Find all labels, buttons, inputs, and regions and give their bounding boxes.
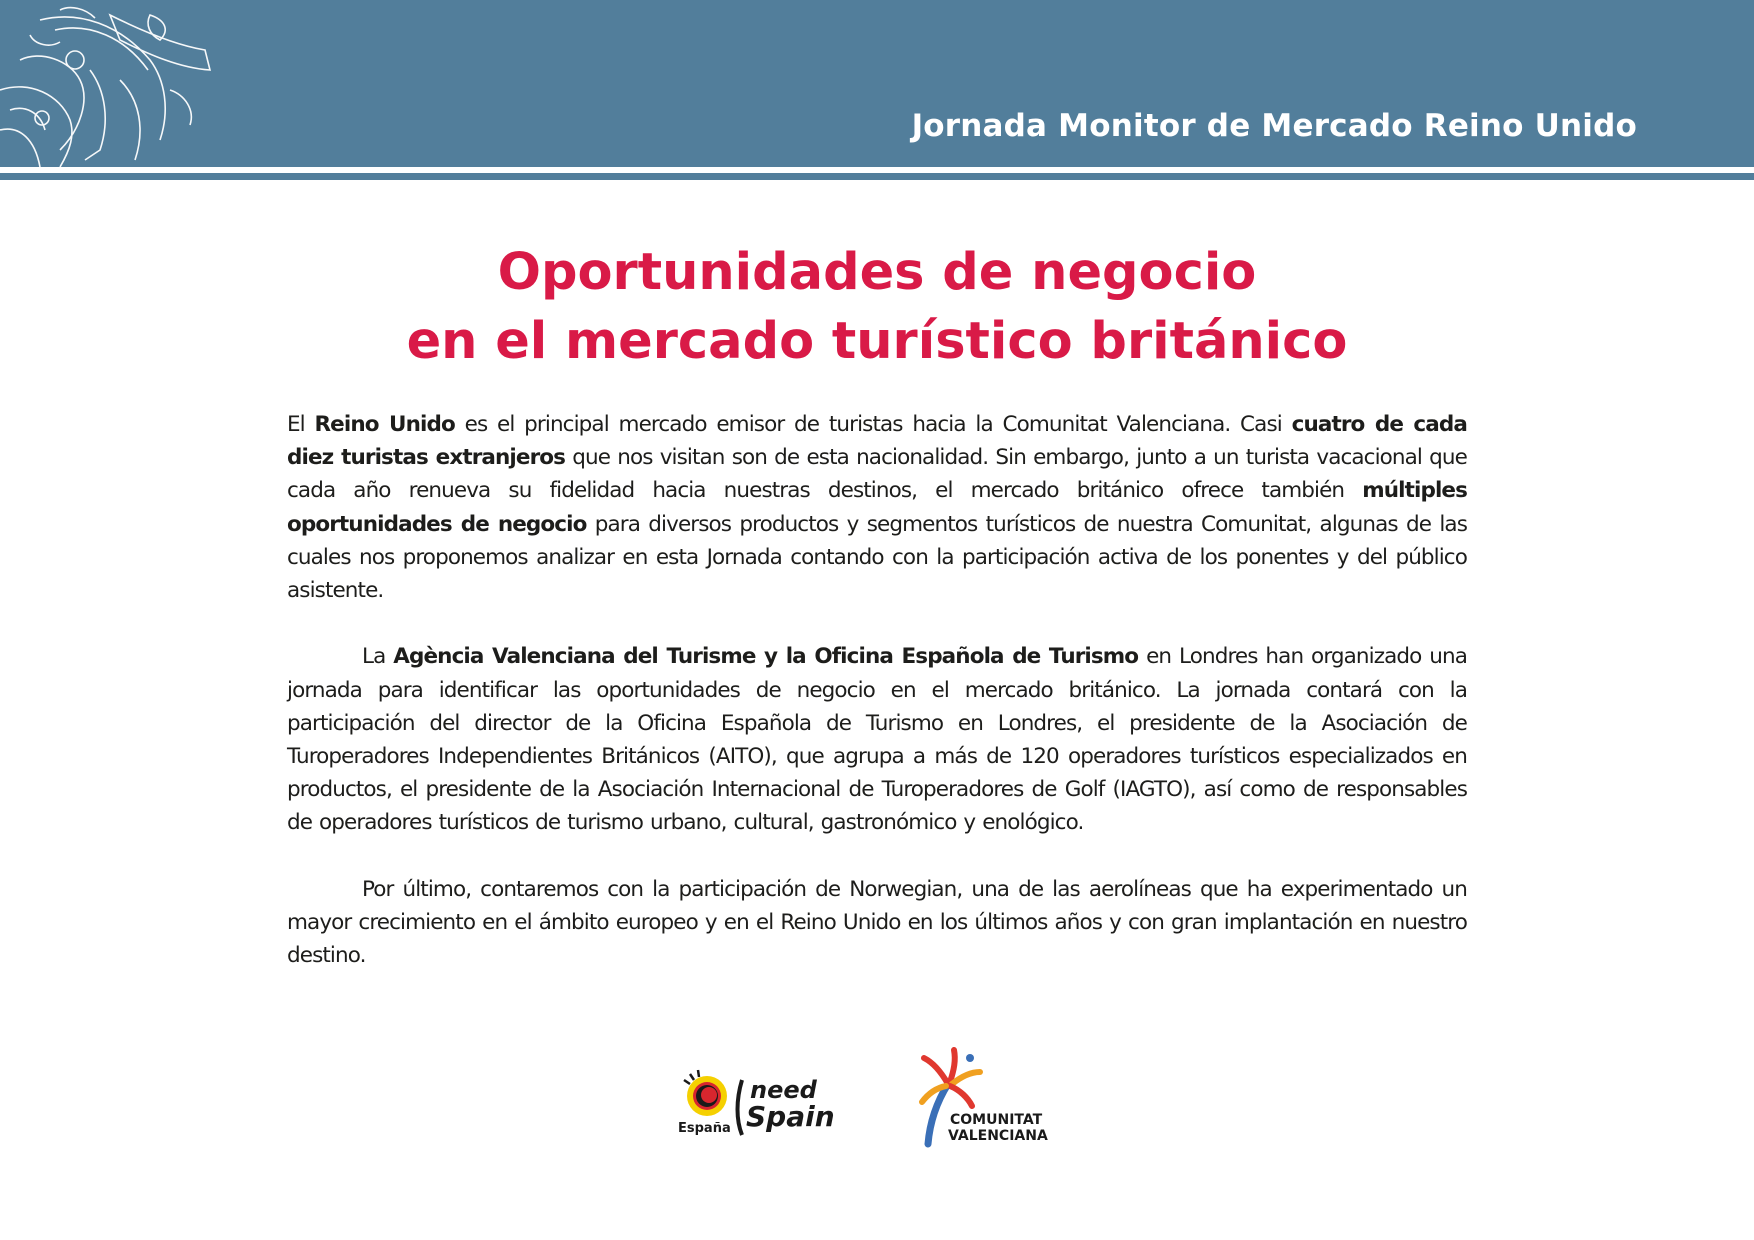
paragraph-2-bold: Agència Valenciana del Turisme y la Oficina Española de Turismo	[393, 644, 1139, 670]
paragraph-1-bold: cuatro de cada diez turistas extranjeros	[287, 412, 1467, 471]
paragraph-1-bold: Reino Unido	[314, 412, 455, 437]
page-title	[0, 238, 1754, 376]
spain-slogan-line2: Spain	[746, 1100, 835, 1133]
header-title: Jornada Monitor de Mercado Reino Unido	[911, 108, 1637, 144]
paragraph-3-text: Por último, contaremos con la participación de Norwegian, una de las aerolíneas que ha experimentado un mayor crecimiento en el ámbito europeo y en el Reino Unido en los últimos años y con gran implantación en nuestro destino.	[287, 876, 1467, 969]
cv-line2: VALENCIANA	[948, 1128, 1048, 1144]
body-text	[287, 408, 1467, 1006]
paragraph-3	[287, 873, 1467, 973]
page-title-line2: en el mercado turístico británico	[406, 312, 1348, 371]
spain-sun-icon	[684, 1070, 727, 1116]
comunitat-valenciana-logo	[922, 1050, 1048, 1144]
header-underline	[0, 173, 1754, 180]
paragraph-2	[287, 640, 1467, 839]
paragraph-1-bold: múltiples oportunidades de negocio	[287, 478, 1467, 537]
sponsor-logos	[670, 1040, 1070, 1150]
header-banner	[0, 0, 1754, 167]
spain-tourism-logo	[678, 1070, 835, 1136]
page-title-line1: Oportunidades de negocio	[497, 243, 1257, 302]
paragraph-1	[287, 408, 1467, 607]
paragraph-2-text: La	[362, 644, 394, 670]
paragraph-1-text: es el principal mercado emisor de turistas hacia la Comunitat Valenciana. Casi	[454, 412, 1292, 437]
decorative-ornament-icon	[0, 0, 220, 167]
cv-line1: COMUNITAT	[950, 1112, 1043, 1128]
paragraph-1-text: que nos visitan son de esta nacionalidad. Sin embargo, junto a un turista vacacional que cada año renueva su fidelidad hacia nuestras destinos, el mercado británico ofrece también	[287, 445, 1467, 504]
spain-wordmark: España	[678, 1121, 731, 1136]
paragraph-2-text: en Londres han organizado una jornada para identificar las oportunidades de negocio en el mercado británico. La jornada contará con la participación del director de la Oficina Española de Turismo en Londres, el presidente de la Asociación de Turoperadores Independientes Británicos (AITO), que agrupa a más de 120 operadores turísticos especializados en productos, el presidente de la Asociación Internacional de Turoperadores de Golf (IAGTO), así como de responsables de operadores turísticos de turismo urbano, cultural, gastronómico y enológico.	[287, 644, 1467, 836]
paragraph-1-text: El	[287, 412, 315, 437]
paragraph-1-text: para diversos productos y segmentos turísticos de nuestra Comunitat, algunas de las cuales nos proponemos analizar en esta Jornada contando con la participación activa de los ponentes y del público asistente.	[287, 511, 1467, 604]
spain-slogan-line1: need	[750, 1076, 817, 1104]
